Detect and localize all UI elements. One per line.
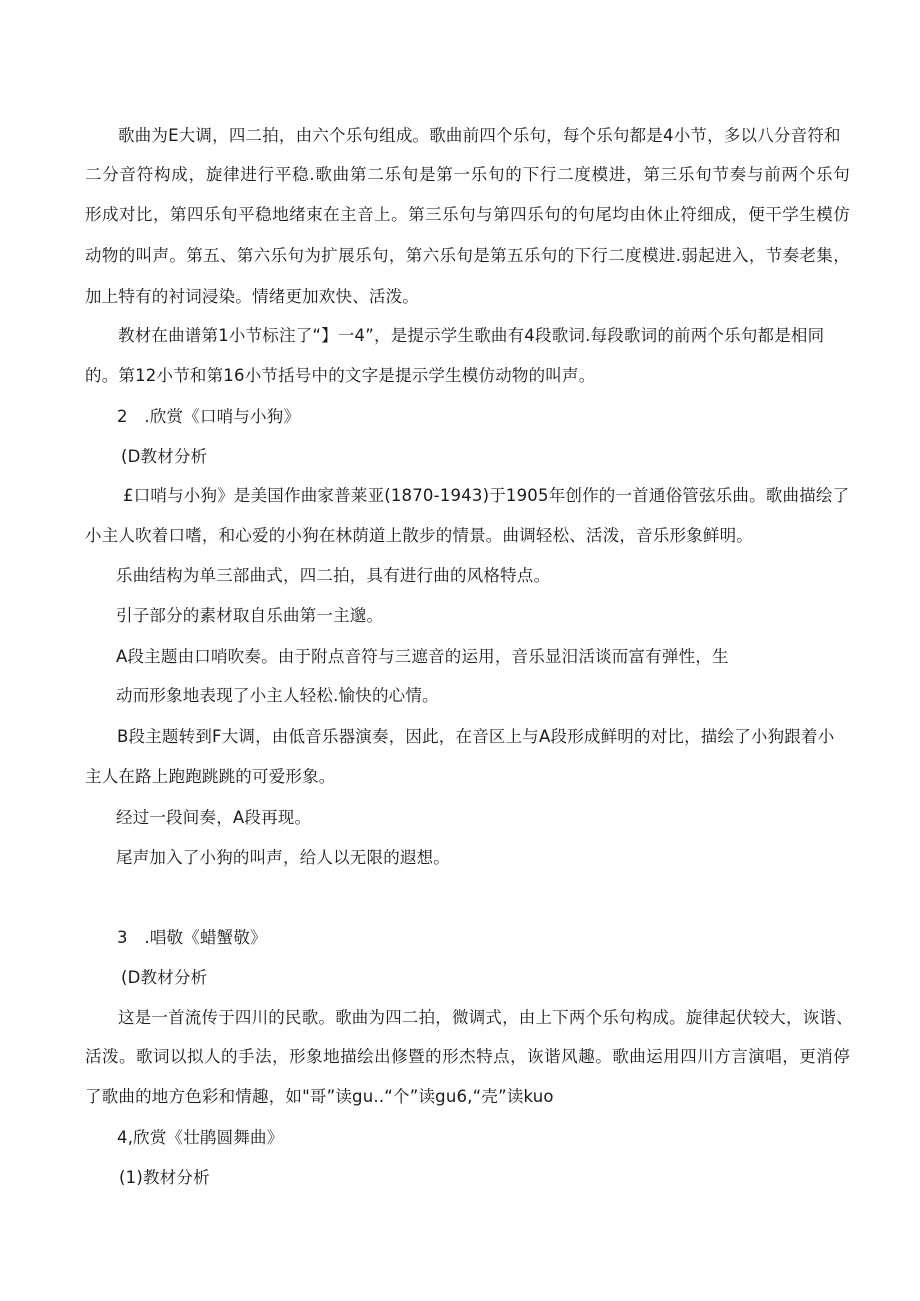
paragraph-line: 经过一段间奏，A段再现。 xyxy=(116,808,312,827)
paragraph-line: 动物的叫声。第五、第六乐句为扩展乐句，第六乐旬是第五乐句的下行二度模进.弱起进入，节奏老集， xyxy=(85,246,850,265)
paragraph-line: 尾声加入了小狗的叫声，给人以无限的遐想。 xyxy=(116,848,450,867)
paragraph-line: B段主题转到F大调，由低音乐器演奏，因此，在音区上与A段形成鲜明的对比，描绘了小狗跟着小 xyxy=(117,727,835,746)
paragraph-line: 引子部分的素材取自乐曲第一主邈。 xyxy=(116,606,384,625)
paragraph-line: 活泼。歌词以拟人的手法，形象地描绘出修暨的形杰特点，诙谐风趣。歌曲运用四川方言演唱，更消停 xyxy=(85,1047,850,1066)
section-heading: 3 .唱敬《蜡蟹敬》 xyxy=(117,928,267,947)
paragraph-line: A段主题由口哨吹奏。由于附点音符与三遮音的运用，音乐显汨活谈而富有弹性，生 xyxy=(116,647,729,666)
paragraph-line: 歌曲为E大调，四二拍，由六个乐句组成。歌曲前四个乐句，每个乐句都是4小节，多以八分音符和 xyxy=(118,126,841,145)
paragraph-line: £口哨与小狗》是美国作曲家普莱亚(1870-1943)于1905年创作的一首通俗管弦乐曲。歌曲描绘了 xyxy=(123,486,850,505)
paragraph-line: 这是一首流传于四川的民歌。歌曲为四二拍，微调式，由上下两个乐句构成。旋律起伏较大，诙谐、 xyxy=(118,1008,853,1027)
section-heading: 4,欣赏《壮鹃圆舞曲》 xyxy=(117,1128,284,1147)
subsection-heading: (1)教材分析 xyxy=(119,1168,210,1187)
paragraph-line: 乐曲结构为单三部曲式，四二拍，具有进行曲的风格特点。 xyxy=(116,566,551,585)
section-heading: 2 .欣赏《口哨与小狗》 xyxy=(117,407,301,426)
paragraph-line: 教材在曲谱第1小节标注了“】一4”，是提示学生歌曲有4段歌词.每段歌词的前两个乐句都是相同 xyxy=(118,326,825,345)
paragraph-line: 加上特有的衬词浸染。情绪更加欢快、活泼。 xyxy=(85,287,419,306)
subsection-heading: (D教材分析 xyxy=(121,447,208,466)
paragraph-line: 二分音符构成，旋律进行平稳.歌曲第二乐旬是第一乐旬的下行二度模进，第三乐旬节奏与前两个乐句 xyxy=(85,165,850,184)
paragraph-line: 了歌曲的地方色彩和情趣，如"哥”读gu..“个”读gu6,“壳”读kuo xyxy=(85,1087,554,1106)
paragraph-line: 小主人吹着口嗜，和心爱的小狗在林荫道上散步的情景。曲调轻松、活泼，音乐形象鲜明。 xyxy=(85,526,753,545)
subsection-heading: (D教材分析 xyxy=(121,968,208,987)
paragraph-line: 动而形象地表现了小主人轻松.愉快的心情。 xyxy=(116,686,439,705)
paragraph-line: 的。第12小节和第16小节括号中的文字是提示学生模仿动物的叫声。 xyxy=(85,366,596,385)
paragraph-line: 主人在路上跑跑跳跳的可爱形象。 xyxy=(85,767,336,786)
paragraph-line: 形成对比，第四乐旬平稳地绪束在主音上。第三乐句与第四乐句的句尾均由休止符细成，便干学生模仿 xyxy=(85,205,850,224)
